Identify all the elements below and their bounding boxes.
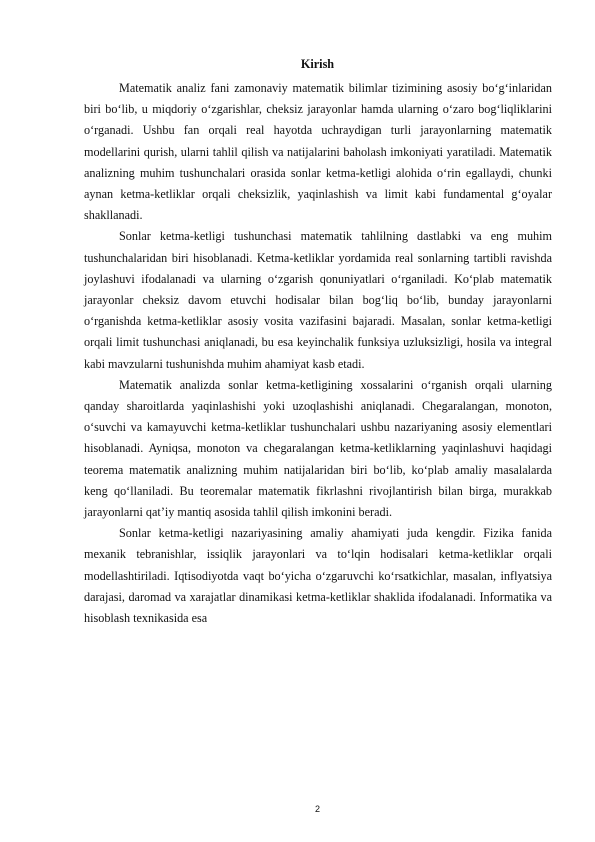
paragraph-4: Sonlar ketma-ketligi nazariyasining amaliy ahamiyati juda kengdir. Fizika fanida mexanik tebranishlar, issiqlik jarayonlari va to‘lqin hodisalari ketma-ketliklar orqali modellashtiriladi. Iqtisodiyotda vaqt bo‘yicha o‘zgaruvchi ko‘rsatkichlar, masalan, inflyatsiya darajasi, daromad va xarajatlar dinamikasi ketma-ketliklar shaklida ifodalanadi. Informatika va hisoblash texnikasida esa bbox=[84, 526, 552, 626]
page-number: 2 bbox=[314, 804, 320, 814]
page-title: Kirish bbox=[300, 57, 335, 71]
paragraph-3: Matematik analizda sonlar ketma-ketligining xossalarini o‘rganish orqali ularning qanday sharoitlarda yaqinlashishi yoki uzoqlashishi aniqlanadi. Chegaralangan, monoton, o‘suvchi va kamayuvchi ketma-ketliklar tushunchalari ushbu nazariyaning asosiy elementlari hisoblanadi. Ayniqsa, monoton va chegaralangan ketma-ketliklarning yaqinlashuvi haqidagi teorema matematik analizning muhim natijalaridan biri bo‘lib, ko‘plab amaliy masalalarda keng qo‘llaniladi. Bu teoremalar matematik fikrlashni rivojlantirish bilan birga, murakkab jarayonlarni qat’iy mantiq asosida tahlil qilish imkonini beradi. bbox=[84, 377, 552, 520]
paragraph-1: Matematik analiz fani zamonaviy matematik bilimlar tizimining asosiy bo‘g‘inlaridan biri bo‘lib, u miqdoriy o‘zgarishlar, cheksiz jarayonlar hamda ularning o‘zaro bog‘liqliklarini o‘rganadi. Ushbu fan orqali real hayotda uchraydigan turli jarayonlarning matematik modellarini qurish, ularni tahlil qilish va natijalarini baholash imkoniyati yaratiladi. Matematik analizning muhim tushunchalari orasida sonlar ketma-ketligi alohida o‘rin egallaydi, chunki aynan ketma-ketliklar orqali cheksizlik, yaqinlashish va limit kabi fundamental g‘oyalar shakllanadi. bbox=[84, 81, 552, 223]
paragraph-2: Sonlar ketma-ketligi tushunchasi matematik tahlilning dastlabki va eng muhim tushunchalaridan biri hisoblanadi. Ketma-ketliklar yordamida real sonlarning tartibli ravishda joylashuvi ifodalanadi va ularning o‘zgarish qonuniyatlari o‘rganiladi. Ko‘plab matematik jarayonlar cheksiz davom etuvchi hodisalar bilan bog‘liq bo‘lib, bunday jarayonlarni o‘rganishda ketma-ketliklar asosiy vosita vazifasini bajaradi. Masalan, sonlar ketma-ketligi orqali limit tushunchasi aniqlanadi, bu esa keyinchalik funksiya uzluksizligi, hosila va integral kabi mavzularni tushunishda muhim ahamiyat kasb etadi. bbox=[84, 229, 552, 371]
body-text bbox=[84, 78, 552, 629]
